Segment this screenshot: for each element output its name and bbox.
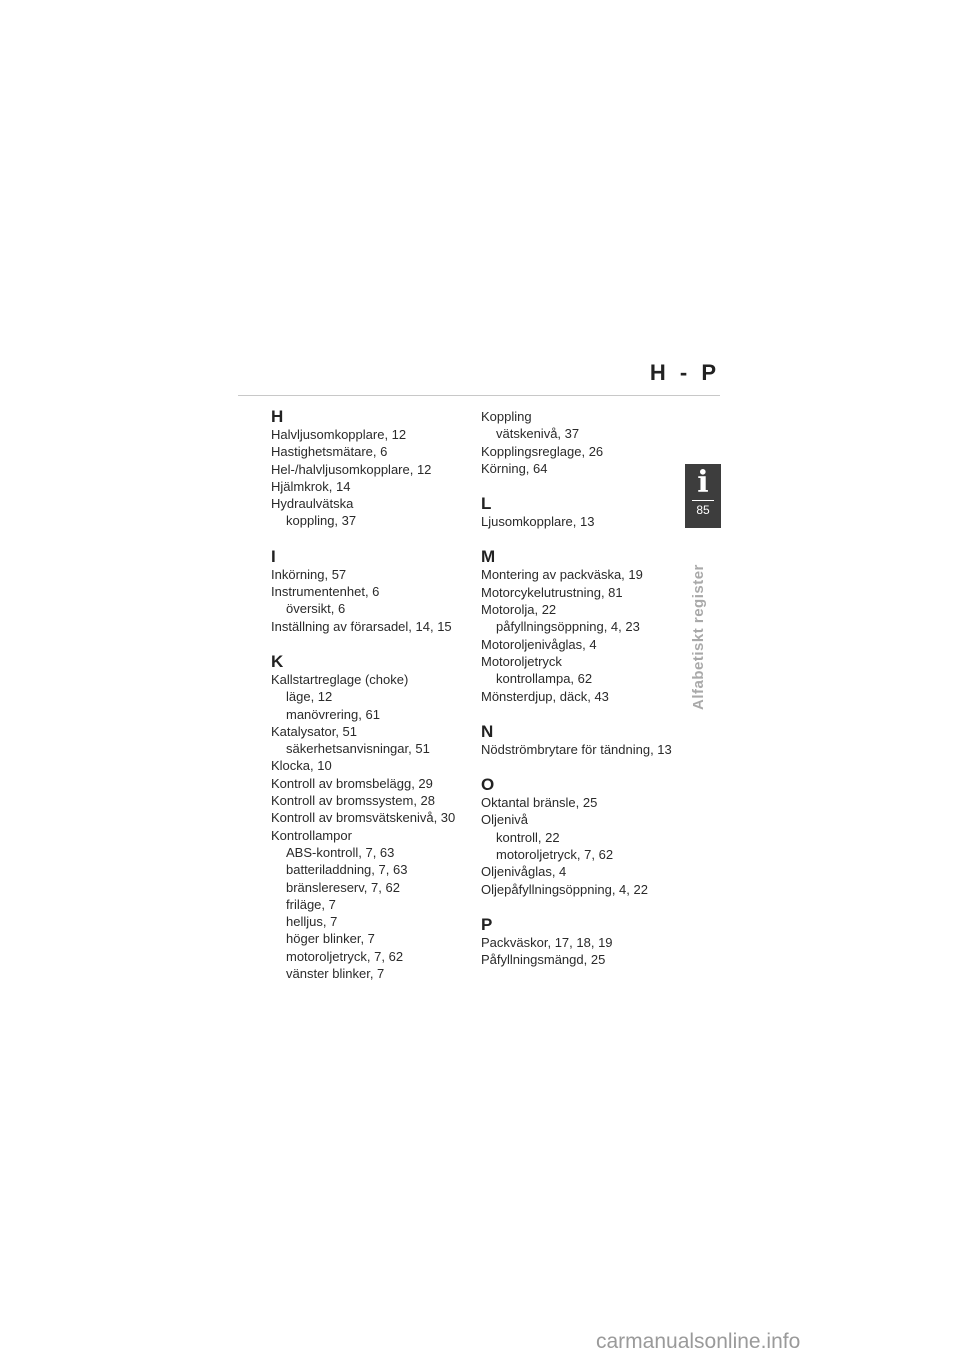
index-column-right [481, 408, 681, 969]
index-subentry: kontrollampa, 62 [496, 671, 593, 687]
index-letter-heading: L [481, 494, 492, 514]
index-group [271, 408, 471, 530]
index-entry: Packväskor, 17, 18, 19 [481, 934, 613, 950]
index-entry: Halvljusomkopplare, 12 [271, 427, 407, 442]
index-letter-heading: O [481, 775, 495, 795]
index-subentry: översikt, 6 [286, 601, 346, 617]
index-entry: Klocka, 10 [271, 758, 332, 774]
index-letter-heading: N [481, 721, 494, 741]
index-entry: Ljusomkopplare, 13 [481, 514, 595, 530]
chapter-tab [685, 464, 721, 528]
index-subentry: höger blinker, 7 [286, 931, 375, 947]
index-entry: Nödströmbrytare för tändning, 13 [481, 741, 672, 757]
index-entry: Kontroll av bromsbelägg, 29 [271, 775, 433, 791]
index-letter-heading: K [271, 651, 284, 671]
index-subentry: vätskenivå, 37 [496, 426, 580, 442]
index-subentry: bränslereserv, 7, 62 [286, 879, 400, 895]
index-subentry: läge, 12 [286, 689, 333, 705]
index-subentry: vänster blinker, 7 [286, 966, 385, 982]
index-entry: Hydraulvätska [271, 496, 354, 512]
index-entry: Påfyllningsmängd, 25 [481, 952, 606, 968]
info-icon: i [697, 465, 709, 500]
index-entry: Mönsterdjup, däck, 43 [481, 688, 609, 704]
index-entry: Kontroll av bromsvätskenivå, 30 [271, 810, 456, 826]
index-entry: Koppling [481, 409, 532, 424]
index-entry: Motorcykelutrustning, 81 [481, 584, 623, 600]
index-column-left [271, 408, 471, 982]
index-subentry: påfyllningsöppning, 4, 23 [496, 619, 640, 635]
index-entry: Motoroljetryck [481, 653, 562, 669]
page-title: H - P [649, 360, 720, 385]
index-letter-heading: I [271, 546, 276, 566]
index-entry: Hel-/halvljusomkopplare, 12 [271, 461, 432, 477]
index-letter-heading: H [271, 407, 284, 426]
index-subentry: batteriladdning, 7, 63 [286, 862, 408, 878]
header-divider [238, 395, 720, 396]
index-entry: Motorolja, 22 [481, 602, 557, 618]
index-subentry: motoroljetryck, 7, 62 [496, 847, 614, 863]
index-letter-heading: M [481, 547, 496, 567]
index-subentry: manövrering, 61 [286, 706, 380, 722]
index-entry: Kontrollampor [271, 827, 352, 843]
index-entry: Oktantal bränsle, 25 [481, 795, 598, 811]
index-letter-heading: P [481, 914, 493, 934]
index-entry: Körning, 64 [481, 460, 548, 476]
index-entry: Oljenivå [481, 812, 528, 828]
index-entry: Oljepåfyllningsöppning, 4, 22 [481, 881, 648, 897]
index-entry: Inkörning, 57 [271, 566, 347, 582]
index-group [271, 548, 471, 635]
index-entry: Oljenivåglas, 4 [481, 864, 567, 880]
watermark: carmanualsonline.info [596, 1330, 801, 1353]
index-entry: Inställning av förarsadel, 14, 15 [271, 618, 452, 634]
index-subentry: helljus, 7 [286, 914, 338, 930]
index-group [271, 653, 471, 982]
index-group [481, 548, 681, 704]
index-entry: Kontroll av bromssystem, 28 [271, 793, 436, 809]
index-entry: Motoroljenivåglas, 4 [481, 636, 597, 652]
index-subentry: säkerhetsanvisningar, 51 [286, 741, 430, 757]
page-number: 85 [696, 503, 710, 517]
index-entry: Montering av packväska, 19 [481, 567, 643, 583]
index-subentry: friläge, 7 [286, 896, 336, 912]
index-group [481, 495, 681, 530]
index-entry: Hjälmkrok, 14 [271, 478, 351, 494]
index-entry: Kopplingsreglage, 26 [481, 443, 604, 459]
index-entry: Hastighetsmätare, 6 [271, 444, 388, 460]
index-group [481, 776, 681, 898]
index-entry: Katalysator, 51 [271, 723, 357, 739]
index-subentry: ABS-kontroll, 7, 63 [286, 844, 395, 860]
index-subentry: koppling, 37 [286, 513, 357, 529]
index-entry: Kallstartreglage (choke) [271, 671, 409, 687]
index-group [481, 408, 681, 477]
index-group [481, 916, 681, 969]
index-subentry: motoroljetryck, 7, 62 [286, 948, 404, 964]
index-subentry: kontroll, 22 [496, 829, 560, 845]
index-entry: Instrumentenhet, 6 [271, 584, 380, 600]
chapter-side-label: Alfabetiskt register [690, 564, 707, 710]
index-group [481, 723, 681, 758]
